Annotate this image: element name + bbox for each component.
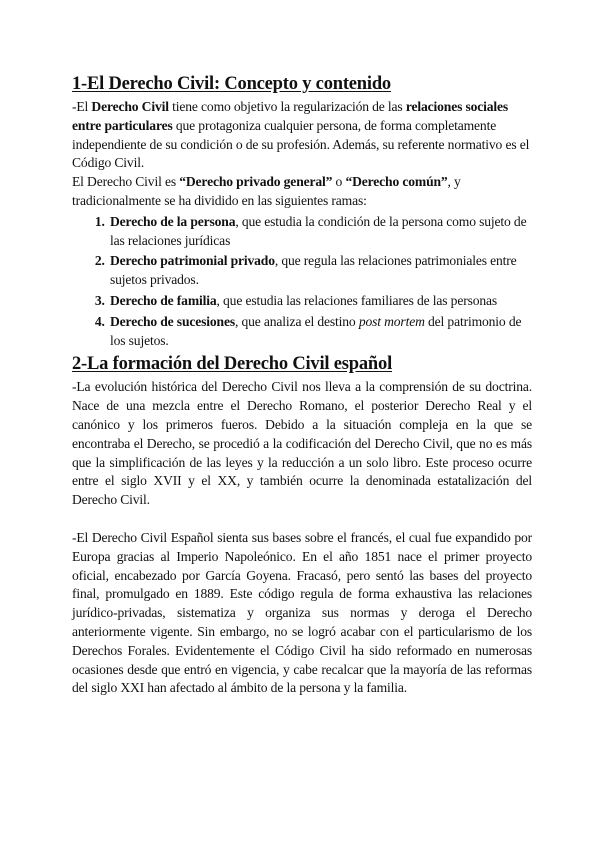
branch-name: Derecho patrimonial privado xyxy=(110,253,275,269)
paragraph-spacer xyxy=(72,510,532,529)
section-2-paragraph-1: -La evolución histórica del Derecho Civil nos lleva a la comprensión de su doctrina. Nace de una mezcla entre el Derecho Romano, el posterior Derecho Real y el canónico y los primeros fueros. Debido a la situación compleja en la que se encontraba el Derecho, se procedió a la codificación del Derecho Civil, que no es más que la simplificación de las leyes y la reducción a un solo libro. Este proceso ocurre entre el siglo XVII y el XX, y también ocurre la denominada estatalización del Derecho Civil. xyxy=(72,379,532,508)
branch-description: , que estudia la condición de la persona como sujeto de las relaciones jurídicas xyxy=(110,213,527,248)
text-run: El Derecho Civil es xyxy=(72,174,180,190)
section-2-paragraph-2: -El Derecho Civil Español sienta sus bases sobre el francés, el cual fue expandido por Europa gracias al Imperio Napoleónico. En el año 1851 nace el primer proyecto oficial, encabezado por García Goyena. Fracasó, pero sentó las bases del proyecto final, promulgado en 1889. Este código regula de forma exhaustiva las relaciones jurídico-privadas, sistematiza y organiza sus normas y deroga el Derecho anteriormente vigente. Sin embargo, no se logró acabar con el particularismo de los Derechos Forales. Evidentemente el Código Civil ha sido reformado en numerosas ocasiones desde que entró en vigencia, y cabe recalcar que la mayoría de las reformas del siglo XXI han afectado al ámbito de la persona y la familia. xyxy=(72,529,532,696)
text-run: tiene como objetivo la regularización de las xyxy=(168,99,406,114)
bold-term-derecho-comun: “Derecho común” xyxy=(345,174,448,190)
list-item xyxy=(108,313,532,351)
bold-term-derecho-privado-general: “Derecho privado general” xyxy=(179,174,333,190)
branch-description: , que estudia las relaciones familiares de las personas xyxy=(216,292,498,308)
document-page xyxy=(72,72,532,698)
branch-name: Derecho de sucesiones xyxy=(110,313,235,329)
list-item xyxy=(108,213,532,251)
list-item xyxy=(108,292,532,311)
text-run: o xyxy=(332,174,346,190)
list-item xyxy=(108,252,532,290)
section-1-paragraph-1 xyxy=(72,98,532,173)
section-1-title: 1-El Derecho Civil: Concepto y contenido xyxy=(72,74,391,94)
branch-description-tail: del patrimonio de los sujetos. xyxy=(110,313,522,348)
italic-term: post mortem xyxy=(358,313,425,329)
bold-term-relaciones-sociales: relaciones sociales entre particulares xyxy=(72,99,509,133)
branch-name: Derecho de la persona xyxy=(110,213,236,229)
branch-description: , que regula las relaciones patrimoniales entre sujetos privados. xyxy=(110,253,517,288)
branch-description: , que analiza el destino xyxy=(234,313,359,329)
section-2-title: 2-La formación del Derecho Civil español xyxy=(72,354,393,375)
branches-list xyxy=(72,213,532,351)
section-1-paragraph-2 xyxy=(72,173,532,211)
branch-name: Derecho de familia xyxy=(110,292,217,308)
text-run: , y tradicionalmente se ha dividido en las siguientes ramas: xyxy=(72,174,461,208)
text-run: -El xyxy=(72,99,92,114)
bold-term-derecho-civil: Derecho Civil xyxy=(91,99,169,114)
text-run: que protagoniza cualquier persona, de forma completamente independiente de su condición o de su profesión. Además, su referente normativo es el Código Civil. xyxy=(72,117,530,171)
